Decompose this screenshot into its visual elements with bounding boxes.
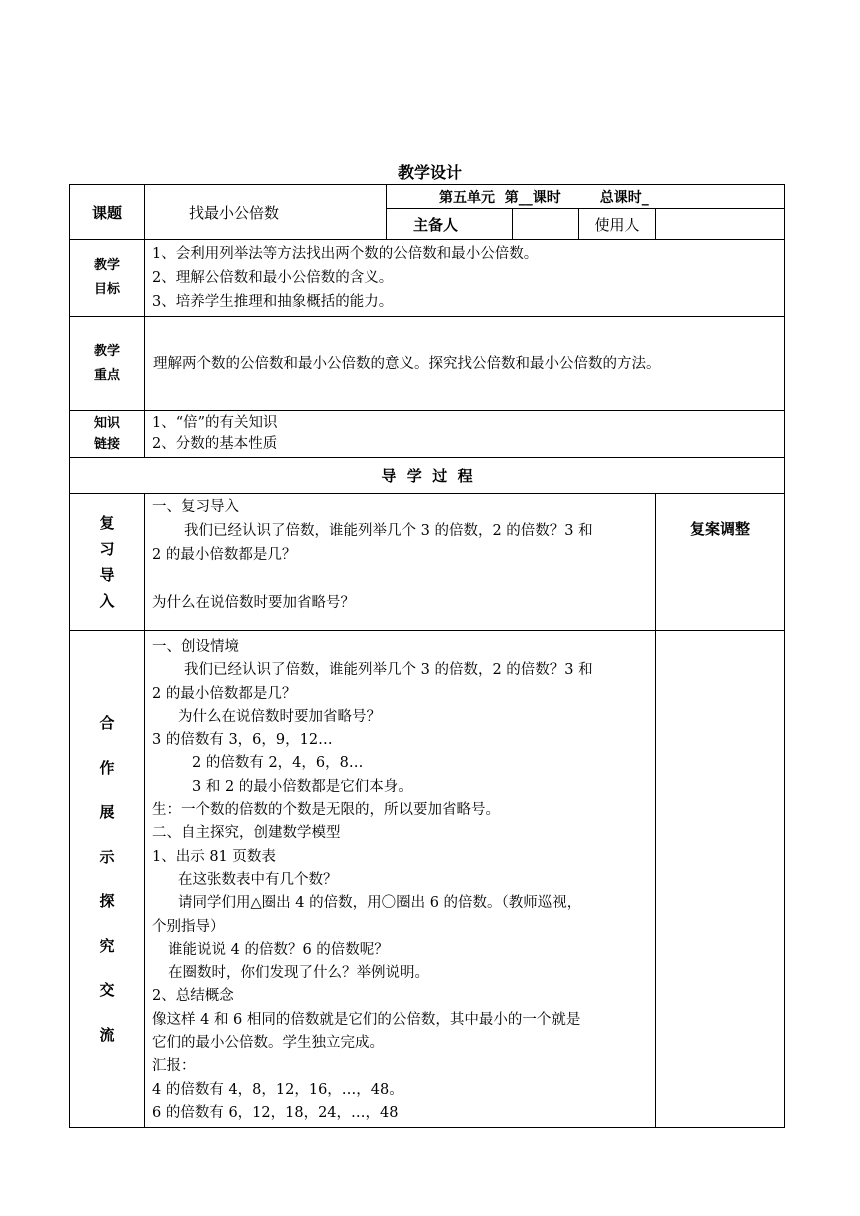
review-content xyxy=(145,494,656,631)
explore-line: 6 的倍数有 6，12，18，24，…，48 xyxy=(152,1104,399,1121)
links-content xyxy=(145,411,785,458)
review-line: 我们已经认识了倍数，谁能列举几个 3 的倍数，2 的倍数？3 和 xyxy=(184,523,593,539)
explore-line: 2 的最小倍数都是几？ xyxy=(152,685,297,702)
explore-line: 1、出示 81 页数表 xyxy=(152,848,276,865)
goals-label: 教学 目标 xyxy=(70,240,145,317)
lesson-plan-table xyxy=(69,184,785,1128)
review-line: 一、复习导入 xyxy=(152,499,239,515)
explore-line: 在这张数表中有几个数？ xyxy=(178,871,338,888)
review-line: 为什么在说倍数时要加省略号？ xyxy=(152,595,355,611)
user-label: 使用人 xyxy=(579,209,656,240)
link-line: 1、“倍”的有关知识 xyxy=(152,415,278,431)
explore-line: 3 和 2 的最小倍数都是它们本身。 xyxy=(192,778,413,795)
goal-line: 1、会利用列举法等方法找出两个数的公倍数和最小公倍数。 xyxy=(152,246,539,262)
explore-line: 在圈数时，你们发现了什么？举例说明。 xyxy=(168,965,429,982)
topic-value: 找最小公倍数 xyxy=(145,185,387,240)
user-field xyxy=(656,209,785,240)
explore-line: 3 的倍数有 3，6，9，12… xyxy=(152,732,333,749)
focus-label: 教学 重点 xyxy=(70,317,145,411)
link-line: 2、分数的基本性质 xyxy=(152,436,278,452)
explore-line: 像这样 4 和 6 相同的倍数就是它们的公倍数，其中最小的一个就是 xyxy=(152,1011,581,1028)
explore-line: 为什么在说倍数时要加省略号？ xyxy=(178,708,381,725)
explore-line: 谁能说说 4 的倍数？6 的倍数呢？ xyxy=(168,941,389,958)
explore-line: 2、总结概念 xyxy=(152,988,234,1005)
goals-content xyxy=(145,240,785,317)
focus-content: 理解两个数的公倍数和最小公倍数的意义。探究找公倍数和最小公倍数的方法。 xyxy=(145,317,785,411)
goal-line: 2、理解公倍数和最小公倍数的含义。 xyxy=(152,270,394,286)
explore-line: 一、创设情境 xyxy=(152,639,239,655)
goal-line: 3、培养学生推理和抽象概括的能力。 xyxy=(152,294,394,310)
page-title: 教学设计 xyxy=(397,163,462,182)
explore-line: 它们的最小公倍数。学生独立完成。 xyxy=(152,1035,384,1052)
review-line: 2 的最小倍数都是几？ xyxy=(152,547,297,563)
preparer-label: 主备人 xyxy=(387,209,513,240)
explore-line: 4 的倍数有 4，8，12，16，…，48。 xyxy=(152,1081,404,1098)
explore-line: 二、自主探究，创建数学模型 xyxy=(152,825,341,842)
unit-line: 第五单元 第__课时 总课时_ xyxy=(387,185,785,209)
process-heading: 导 学 过 程 xyxy=(70,458,785,494)
explore-line: 汇报： xyxy=(152,1058,196,1075)
explore-line: 我们已经认识了倍数，谁能列举几个 3 的倍数，2 的倍数？3 和 xyxy=(184,662,593,679)
preparer-field xyxy=(513,209,579,240)
review-line xyxy=(152,567,648,591)
explore-label: 合 作 展 示 探 究 交 流 xyxy=(70,631,145,1128)
links-label: 知识 链接 xyxy=(70,411,145,458)
explore-line: 请同学们用△圈出 4 的倍数，用〇圈出 6 的倍数。（教师巡视， xyxy=(178,895,582,912)
review-label: 复 习 导 入 xyxy=(70,494,145,631)
explore-adjust-cell xyxy=(656,631,785,1128)
adjust-label: 复案调整 xyxy=(656,494,785,631)
explore-line: 生：一个数的倍数的个数是无限的，所以要加省略号。 xyxy=(152,802,500,819)
explore-line: 2 的倍数有 2，4，6，8… xyxy=(192,755,364,772)
explore-line: 个别指导） xyxy=(152,918,225,935)
topic-label: 课题 xyxy=(70,185,145,240)
explore-content xyxy=(145,631,656,1128)
